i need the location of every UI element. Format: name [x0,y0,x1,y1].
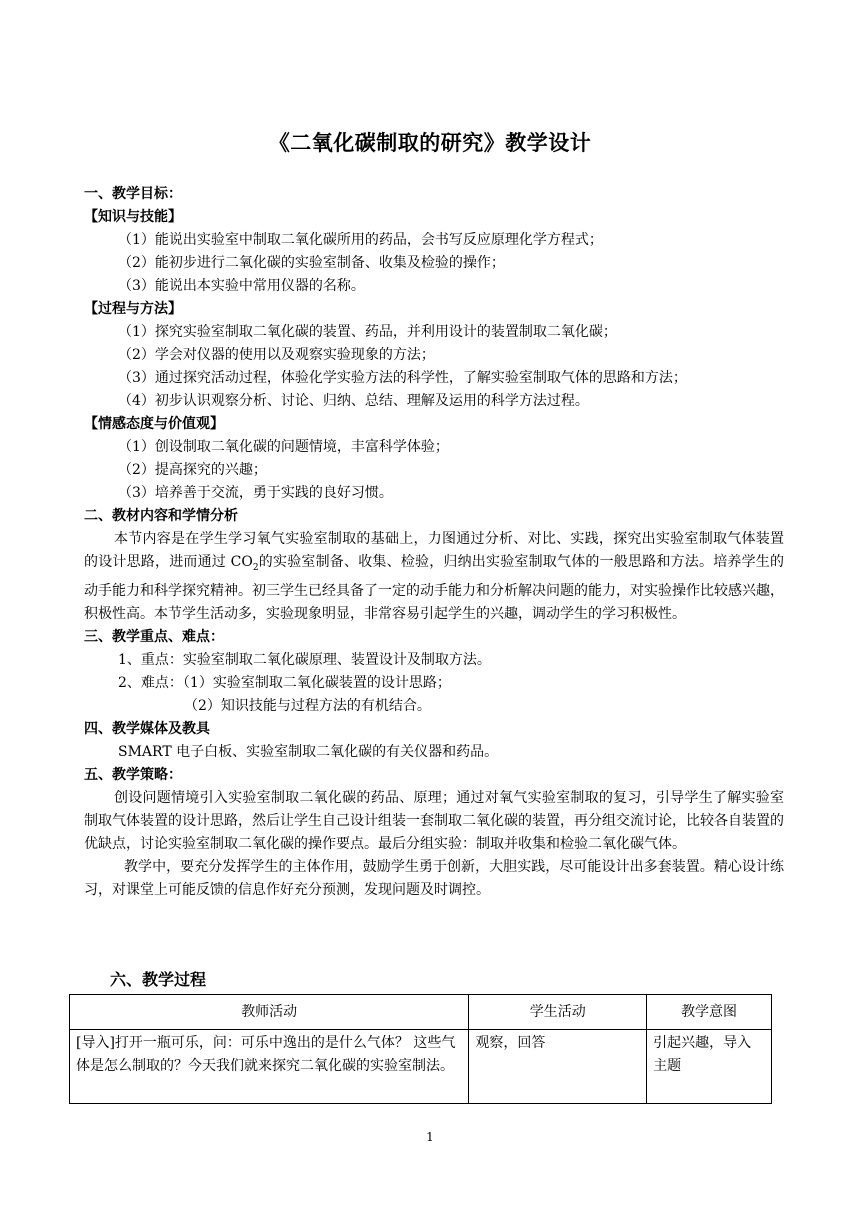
strategy-paragraph-2: 教学中，要充分发挥学生的主体作用，鼓励学生勇于创新，大胆实践，尽可能设计出多套装置。精心设计练习，对课堂上可能反馈的信息作好充分预测，发现问题及时调控。 [84,858,784,898]
strategy-paragraph-1: 创设问题情境引入实验室制取二氧化碳的药品、原理；通过对氧气实验室制取的复习，引导学生了解实验室制取气体装置的设计思路，然后让学生自己设计组装一套制取二氧化碳的装置，再分组交流讨论，比较各自装置的优缺点，讨论实验室制取二氧化碳的操作要点。最后分组实验：制取并收集和检验二氧化碳气体。 [84,789,784,852]
section-6-heading: 六、教学过程 [110,970,207,989]
cell-intent: 引起兴趣，导入主题 [647,1030,772,1104]
section-2-heading: 二、教材内容和学情分析 [84,508,238,524]
cell-teacher: [导入]打开一瓶可乐，问：可乐中逸出的是什么气体？ 这些气体是怎么制取的？今天我们就来探究二氧化碳的实验室制法。 [70,1030,469,1104]
process-heading: 【过程与方法】 [84,301,182,317]
list-item: （1）探究实验室制取二氧化碳的装置、药品，并利用设计的装置制取二氧化碳； [118,324,617,340]
list-item: （3）通过探究活动过程，体验化学实验方法的科学性，了解实验室制取气体的思路和方法； [118,370,687,386]
section-3-heading: 三、教学重点、难点： [84,628,224,645]
analysis-text-a: 本节内容是在学生学习氧气实验室制取的基础上，力图通过分析、对比、实践，探究出实验室制取气体装置的设计思路，进而通过 CO [84,531,784,570]
section-5-heading: 五、教学策略： [84,766,182,783]
list-item: （1）创设制取二氧化碳的问题情境，丰富科学体验； [118,439,449,455]
knowledge-heading: 【知识与技能】 [84,209,182,225]
list-item: （2）提高探究的兴趣； [118,462,267,478]
cell-student: 观察，回答 [469,1030,647,1104]
difficulty-line-2: （2）知识技能与过程方法的有机结合。 [184,697,431,714]
analysis-paragraph [84,528,784,626]
section-1-heading: 一、教学目标： [84,186,182,202]
section-4-heading: 四、教学媒体及教具 [84,720,210,737]
key-point-line: 1、重点：实验室制取二氧化碳原理、装置设计及制取方法。 [118,651,491,668]
document-body [84,183,784,902]
list-item: （2）能初步进行二氧化碳的实验室制备、收集及检验的操作； [118,255,505,271]
list-item: （1）能说出实验室中制取二氧化碳所用的药品，会书写反应原理化学方程式； [118,232,603,248]
list-item: （3）能说出本实验中常用仪器的名称。 [118,278,365,294]
analysis-text-b: 的实验室制备、收集、检验，归纳出实验室制取气体的一般思路和方法。培养学生的动手能力和科学探究精神。初三学生已经具备了一定的动手能力和分析解决问题的能力，对实验操作比较感兴趣，积极性高。本节学生活动多，实验现象明显，非常容易引起学生的兴趣，调动学生的学习积极性。 [84,554,785,622]
document-title: 《二氧化碳制取的研究》教学设计 [268,130,592,155]
table-row [70,1030,772,1104]
page-number: 1 [426,1130,434,1144]
teaching-process-table [69,994,772,1104]
emotion-heading: 【情感态度与价值观】 [84,416,224,432]
header-teacher: 教师活动 [70,995,469,1030]
header-intent: 教学意图 [647,995,772,1030]
table-header-row [70,995,772,1030]
list-item: （2）学会对仪器的使用以及观察实验现象的方法； [118,347,435,363]
media-line: SMART 电子白板、实验室制取二氧化碳的有关仪器和药品。 [118,743,499,760]
co2-subscript: 2 [252,562,259,573]
list-item: （4）初步认识观察分析、讨论、归纳、总结、理解及运用的科学方法过程。 [118,393,589,409]
list-item: （3）培养善于交流，勇于实践的良好习惯。 [118,485,393,501]
difficulty-line: 2、难点：（1）实验室制取二氧化碳装置的设计思路； [118,674,451,691]
header-student: 学生活动 [469,995,647,1030]
